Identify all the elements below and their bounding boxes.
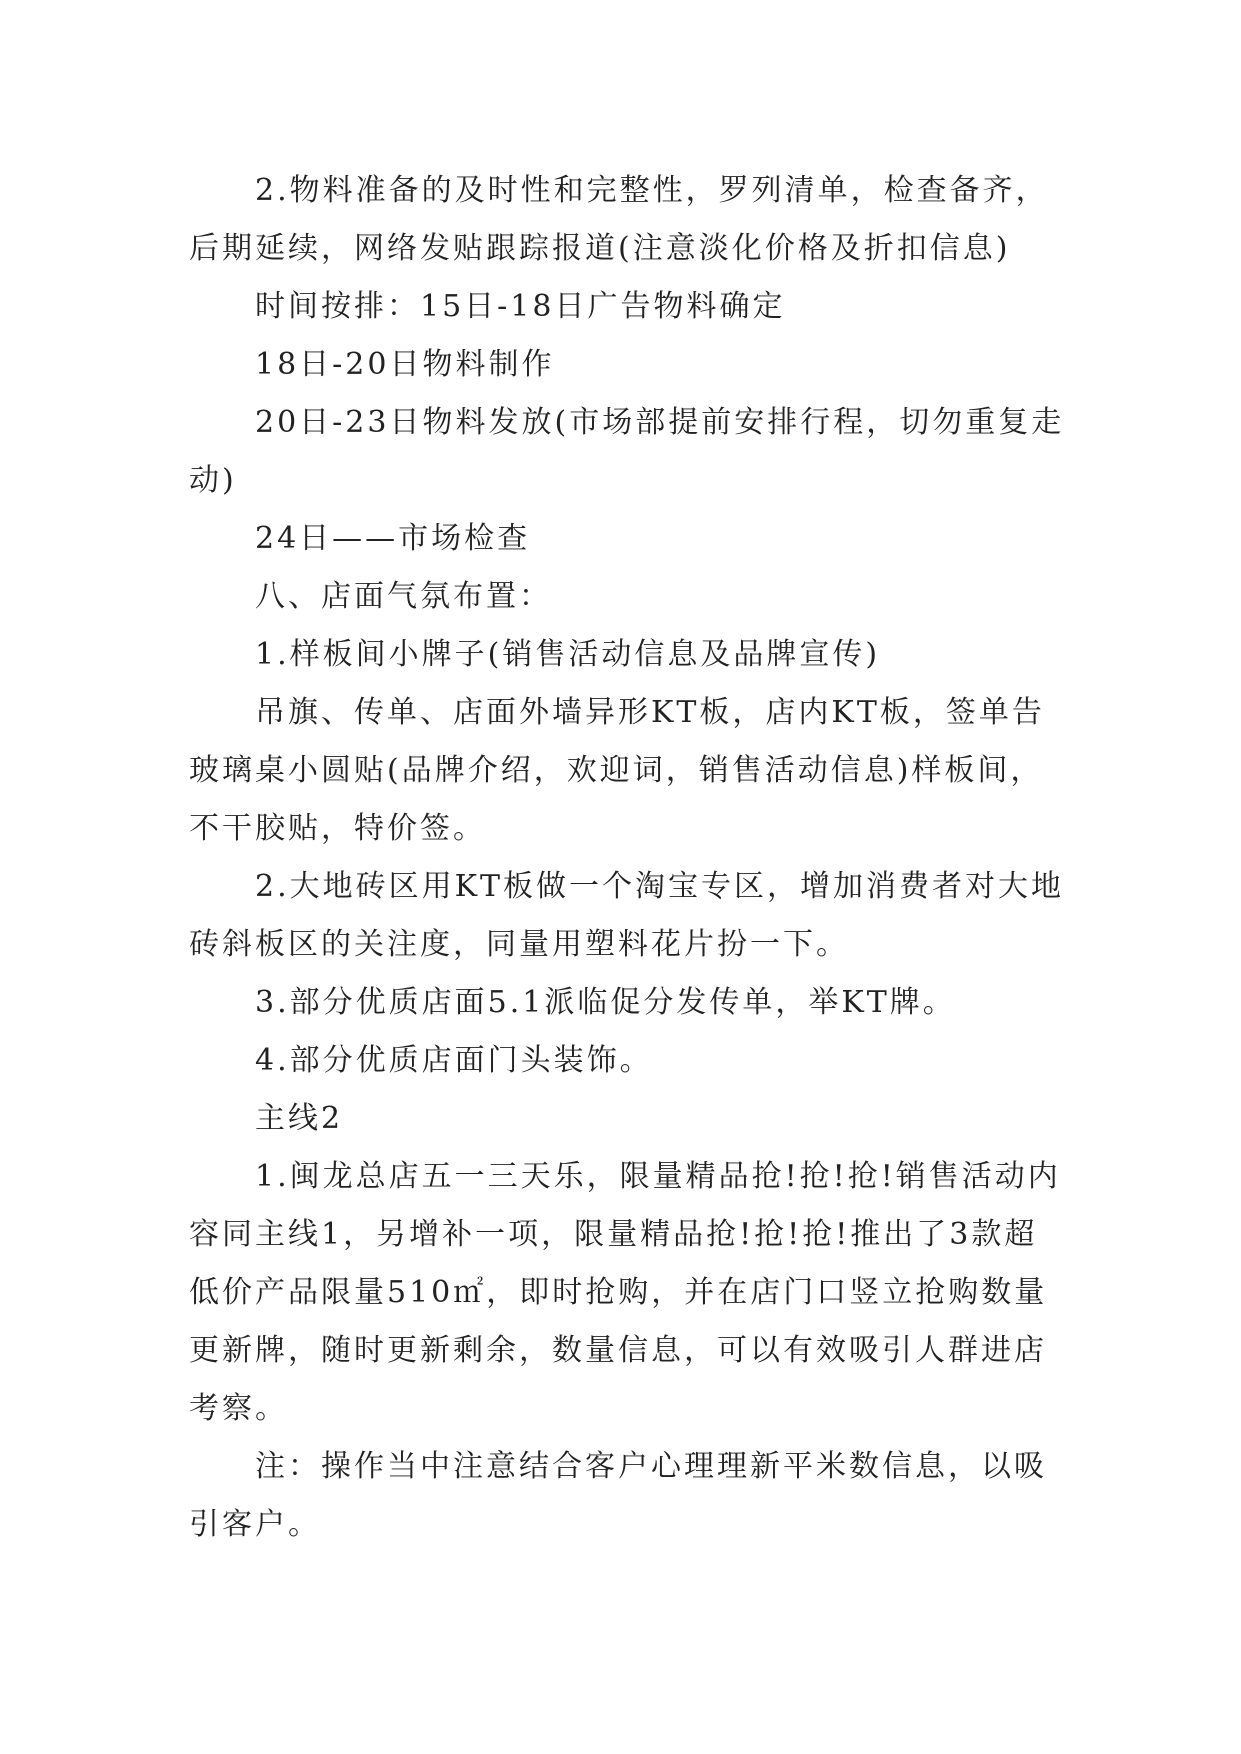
paragraph-flyer-promoters: 3.部分优质店面5.1派临促分发传单，举KT牌。 <box>255 985 956 1020</box>
paragraph-schedule-production: 18日-20日物料制作 <box>255 347 555 382</box>
paragraph-minlong-flagship-promo: 1.闽龙总店五一三天乐，限量精品抢!抢!抢!销售活动内容同主线1，另增补一项，限量精品抢!抢!抢!推出了3款超低价产品限量510㎡，即时抢购，并在店门口竖立抢购数量更新牌，随时更新剩余，数量信息，可以有效吸引人群进店考察。 <box>189 1159 1061 1426</box>
paragraph-schedule-ad-material: 时间按排：15日-18日广告物料确定 <box>255 289 786 324</box>
paragraph-schedule-inspection: 24日——市场检查 <box>255 521 531 556</box>
section-heading-store-atmosphere: 八、店面气氛布置： <box>255 579 552 614</box>
paragraph-storefront-decoration: 4.部分优质店面门头装饰。 <box>255 1043 653 1078</box>
paragraph-taobao-zone: 2.大地砖区用KT板做一个淘宝专区，增加消费者对大地砖斜板区的关注度，同量用塑料花片扮一下。 <box>189 869 1065 962</box>
document-body <box>189 162 1069 1554</box>
paragraph-note: 注：操作当中注意结合客户心理理新平米数信息，以吸引客户。 <box>189 1449 1047 1542</box>
section-heading-main-line-2: 主线2 <box>255 1101 344 1136</box>
paragraph-banners-flyers: 吊旗、传单、店面外墙异形KT板，店内KT板，签单告玻璃桌小圆贴(品牌介绍，欢迎词，销售活动信息)样板间，不干胶贴，特价签。 <box>189 695 1045 846</box>
paragraph-material-prep: 2.物料准备的及时性和完整性，罗列清单，检查备齐，后期延续，网络发贴跟踪报道(注意淡化价格及折扣信息) <box>189 173 1049 266</box>
paragraph-sample-room-sign: 1.样板间小牌子(销售活动信息及品牌宣传) <box>255 637 881 672</box>
paragraph-schedule-distribution: 20日-23日物料发放(市场部提前安排行程，切勿重复走动) <box>189 405 1065 498</box>
